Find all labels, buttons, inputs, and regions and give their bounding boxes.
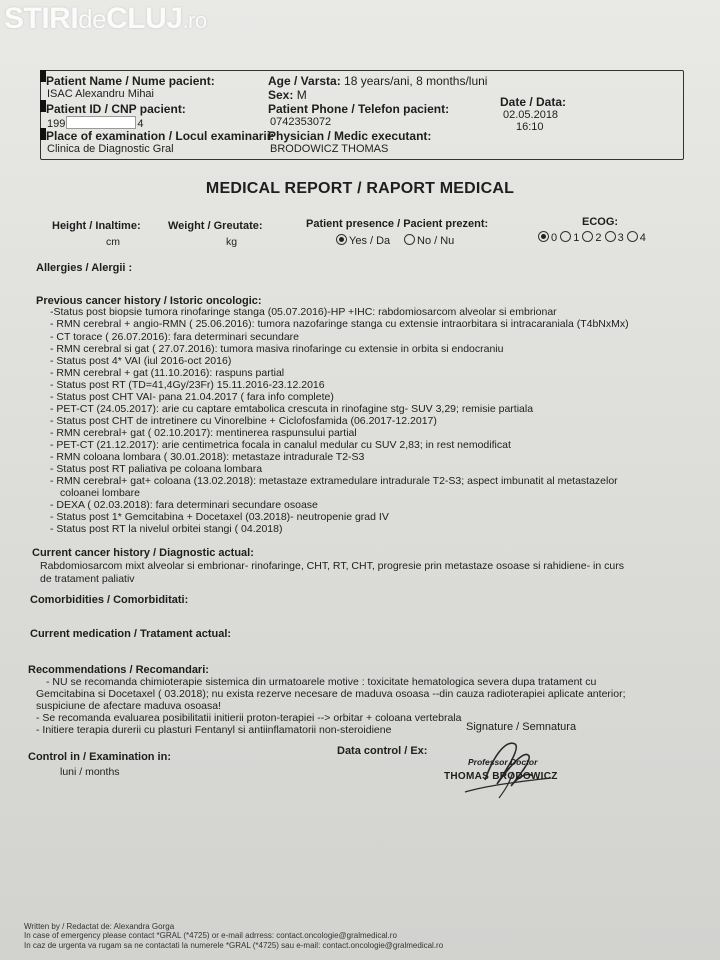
phone-label: Patient Phone / Telefon pacient: (268, 102, 450, 116)
watermark-text: CLUJ (106, 2, 183, 35)
history-line: - Status post RT (TD=41,4Gy/23Fr) 15.11.2016-23.12.2016 (50, 379, 325, 391)
history-line: - RMN coloana lombara ( 30.01.2018): metastaze intradurale T2-S3 (50, 451, 365, 463)
previous-history-label: Previous cancer history / Istoric oncologic: (36, 295, 262, 307)
radio-checked-icon (538, 231, 549, 242)
current-history-line: Rabdomiosarcom mixt alveolar si embrionar- rinofaringe, CHT, RT, CHT, progresie prin metastaze osoase si rahidiene- in curs (40, 560, 624, 572)
weight-label: Weight / Greutate: (168, 220, 263, 232)
footer-emergency-en: In case of emergency please contact *GRAL (*4725) or e-mail adrress: contact.oncologie@gralmedical.ro (24, 931, 397, 940)
history-line: - RMN cerebral+ gat ( 02.10.2017): mentinerea raspunsului partial (50, 427, 357, 439)
patient-id (47, 116, 143, 130)
history-line: - PET-CT (21.12.2017): arie centimetrica focala in canalul medular cu SUV 2,83; in rest nemodificat (50, 439, 511, 451)
recommendation-line: suspiciune de afectare maduva osoasa! (36, 700, 222, 712)
ecog-option-label: 1 (573, 232, 580, 244)
watermark-text: .ro (182, 8, 207, 33)
recommendation-line: - Initiere terapia durerii cu plasturi Fentanyl si antiinflamatorii non-steroidiene (36, 724, 392, 736)
ecog-option-3[interactable] (605, 232, 624, 244)
signature-stamp-name: THOMAS BRODOWICZ (444, 771, 558, 782)
time-value: 16:10 (516, 121, 544, 133)
site-watermark (4, 2, 207, 36)
history-line: - RMN cerebral + gat (11.10.2016): raspuns partial (50, 367, 285, 379)
ecog-options (538, 231, 646, 244)
footer-emergency-ro: In caz de urgenta va rugam sa ne contactati la numerele *GRAL (*4725) sau e-mail: contact.oncologie@gralmedical.ro (24, 941, 444, 950)
phone-value: 0742353072 (270, 116, 332, 128)
comorbidities-label: Comorbidities / Comorbiditati: (30, 594, 189, 606)
history-line: - Status post CHT VAI- pana 21.04.2017 ( fara info complete) (50, 391, 334, 403)
weight-unit: kg (226, 236, 238, 248)
signature-stamp-title: Professor Doctor (468, 757, 538, 767)
sex-row (268, 88, 307, 102)
patient-name: ISAC Alexandru Mihai (47, 88, 154, 100)
history-line: coloanei lombare (60, 487, 140, 499)
patient-name-label: Patient Name / Nume pacient: (46, 74, 215, 88)
data-control-label: Data control / Ex: (337, 745, 428, 757)
radio-unchecked-icon (627, 231, 638, 242)
signature-label: Signature / Semnatura (466, 721, 577, 733)
recommendations-label: Recommendations / Recomandari: (28, 664, 209, 676)
ecog-option-2[interactable] (582, 232, 601, 244)
history-line: - RMN cerebral si gat ( 27.07.2016): tumora masiva rinofaringe cu extensie in orbita si endocraniu (50, 343, 504, 355)
sex-value: M (296, 88, 307, 102)
ecog-option-label: 2 (595, 232, 602, 244)
age-row (268, 74, 487, 88)
radio-checked-icon (336, 234, 347, 245)
presence-label: Patient presence / Pacient prezent: (306, 218, 489, 230)
height-unit: cm (106, 236, 120, 248)
control-label: Control in / Examination in: (28, 751, 171, 763)
history-line: - Status post 1* Gemcitabina + Docetaxel (03.2018)- neutropenie grad IV (50, 511, 389, 523)
ecog-option-label: 4 (639, 232, 646, 244)
ecog-label: ECOG: (582, 216, 619, 228)
recommendation-line: - Se recomanda evaluarea posibilitatii initierii proton-terapiei --> orbitar + coloana vertebrala (36, 712, 462, 724)
age-label: Age / Varsta: (268, 74, 341, 88)
history-line: - RMN cerebral+ gat+ coloana (13.02.2018): metastaze extramedulare intradurale T2-S3; aspect imbunatit al metastazelor (50, 475, 618, 487)
radio-unchecked-icon (404, 234, 415, 245)
history-line: - PET-CT (24.05.2017): arie cu captare emtabolica crescuta in rinofagine stg- SUV 3,29; remisie partiala (50, 403, 534, 415)
history-line: - RMN cerebral + angio-RMN ( 25.06.2016): tumora nazofaringe stanga cu extensie intraorbitara si intracaraniala (T4bNxMx) (50, 318, 629, 330)
handwritten-signature-icon (455, 732, 565, 804)
sex-label: Sex: (268, 88, 294, 102)
footer-written-by: Written by / Redactat de: Alexandra Gorga (24, 922, 175, 931)
radio-unchecked-icon (560, 231, 571, 242)
medication-label: Current medication / Tratament actual: (30, 628, 232, 640)
radio-unchecked-icon (605, 231, 616, 242)
presence-no-option[interactable] (404, 234, 454, 247)
ecog-option-label: 3 (617, 232, 624, 244)
age-value: 18 years/ani, 8 months/luni (344, 74, 488, 88)
history-line: - CT torace ( 26.07.2016): fara determinari secundare (50, 331, 300, 343)
control-unit: luni / months (60, 766, 120, 778)
recommendation-line: - NU se recomanda chimioterapie sistemica din urmatoarele motive : toxicitate hematologica severa dupa tratament cu (46, 676, 597, 688)
presence-yes-label: Yes / Da (349, 235, 391, 247)
patient-id-suffix: 4 (137, 118, 144, 130)
radio-unchecked-icon (582, 231, 593, 242)
history-line: - Status post RT la nivelul orbitei stangi ( 04.2018) (50, 523, 283, 535)
history-line: - Status post CHT de intretinere cu Vinorelbine + Ciclofosfamida (06.2017-12.2017) (50, 415, 437, 427)
date-label: Date / Data: (500, 95, 567, 109)
ecog-option-label: 0 (551, 232, 558, 244)
place-label: Place of examination / Locul examinarii: (46, 129, 275, 143)
patient-id-prefix: 199 (47, 118, 66, 130)
history-line: -Status post biopsie tumora rinofaringe stanga (05.07.2016)-HP +IHC: rabdomiosarcom alveolar si embrionar (50, 306, 557, 318)
history-line: - Status post 4* VAI (iul 2016-oct 2016) (50, 355, 232, 367)
current-history-label: Current cancer history / Diagnostic actual: (32, 547, 254, 559)
redaction-box (66, 116, 136, 129)
page-title: MEDICAL REPORT / RAPORT MEDICAL (205, 180, 515, 197)
recommendation-line: Gemcitabina si Docetaxel ( 03.2018); nu exista rezerve necesare de maduva osoasa --din cauza radioterapiei aplicate anterior; (36, 688, 626, 700)
allergies-label: Allergies / Alergii : (36, 262, 133, 274)
patient-id-label: Patient ID / CNP pacient: (46, 102, 186, 116)
place-value: Clinica de Diagnostic Gral (47, 143, 174, 155)
history-line: - DEXA ( 02.03.2018): fara determinari secundare osoase (50, 499, 318, 511)
presence-yes-option[interactable] (336, 234, 390, 247)
current-history-line: de tratament paliativ (40, 573, 135, 585)
ecog-option-0[interactable] (538, 232, 557, 244)
presence-no-label: No / Nu (417, 235, 455, 247)
height-label: Height / Inaltime: (52, 220, 141, 232)
ecog-option-1[interactable] (560, 232, 579, 244)
history-line: - Status post RT paliativa pe coloana lombara (50, 463, 263, 475)
physician-label: Physician / Medic executant: (268, 129, 432, 143)
watermark-text: de (78, 4, 107, 34)
date-value: 02.05.2018 (503, 109, 559, 121)
physician-value: BRODOWICZ THOMAS (270, 143, 389, 155)
ecog-option-4[interactable] (627, 232, 646, 244)
watermark-text: STIRI (4, 2, 79, 35)
